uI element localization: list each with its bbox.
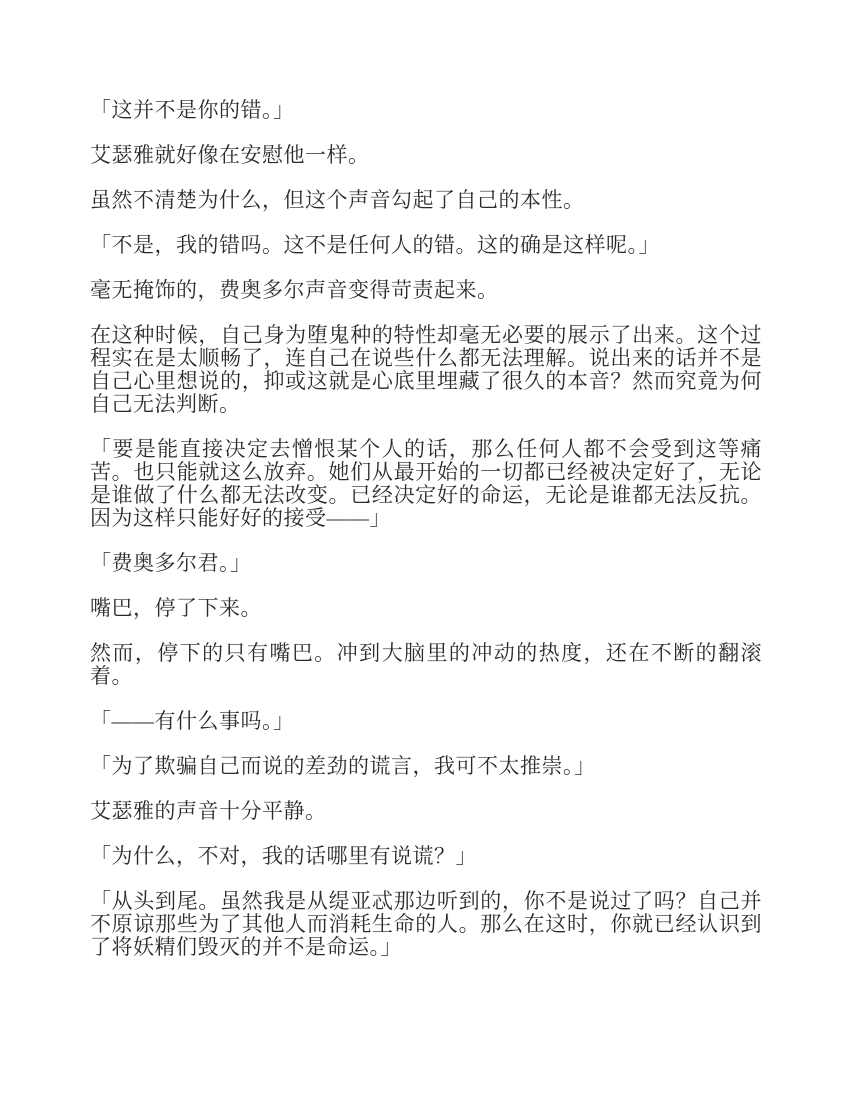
narration-paragraph: 嘴巴，停了下来。 [90, 596, 262, 620]
narration-paragraph: 在这种时候，自己身为堕鬼种的特性却毫无必要的展示了出来。这个过程实在是太顺畅了，连自己在说些什么都无法理解。说出来的话并不是自己心里想说的，抑或这就是心底里埋藏了很久的本音？然而究竟为何自己无法判断。 [90, 323, 762, 416]
dialogue-paragraph: 「这并不是你的错。」 [90, 98, 295, 122]
narration-paragraph: 艾瑟雅就好像在安慰他一样。 [90, 143, 370, 167]
dialogue-paragraph: 「——有什么事吗。」 [90, 709, 295, 733]
dialogue-paragraph: 「从头到尾。虽然我是从缇亚忒那边听到的，你不是说过了吗？自己并不原谅那些为了其他人而消耗生命的人。那么在这时，你就已经认识到了将妖精们毁灭的并不是命运。」 [90, 889, 762, 959]
narration-paragraph: 毫无掩饰的，费奥多尔声音变得苛责起来。 [90, 278, 499, 302]
narration-paragraph: 虽然不清楚为什么，但这个声音勾起了自己的本性。 [90, 188, 585, 212]
dialogue-paragraph: 「为了欺骗自己而说的差劲的谎言，我可不太推崇。」 [90, 754, 596, 778]
text-column [90, 99, 762, 959]
dialogue-paragraph: 「要是能直接决定去憎恨某个人的话，那么任何人都不会受到这等痛苦。也只能就这么放弃。她们从最开始的一切都已经被决定好了，无论是谁做了什么都无法改变。已经决定好的命运，无论是谁都无法反抗。因为这样只能好好的接受——」 [90, 437, 762, 530]
dialogue-paragraph: 「不是，我的错吗。这不是任何人的错。这的确是这样呢。」 [90, 233, 660, 257]
dialogue-paragraph: 「费奥多尔君。」 [90, 551, 252, 575]
narration-paragraph: 艾瑟雅的声音十分平静。 [90, 799, 327, 823]
narration-paragraph: 然而，停下的只有嘴巴。冲到大脑里的冲动的热度，还在不断的翻滚着。 [90, 641, 762, 688]
dialogue-paragraph: 「为什么，不对，我的话哪里有说谎？」 [90, 844, 477, 868]
